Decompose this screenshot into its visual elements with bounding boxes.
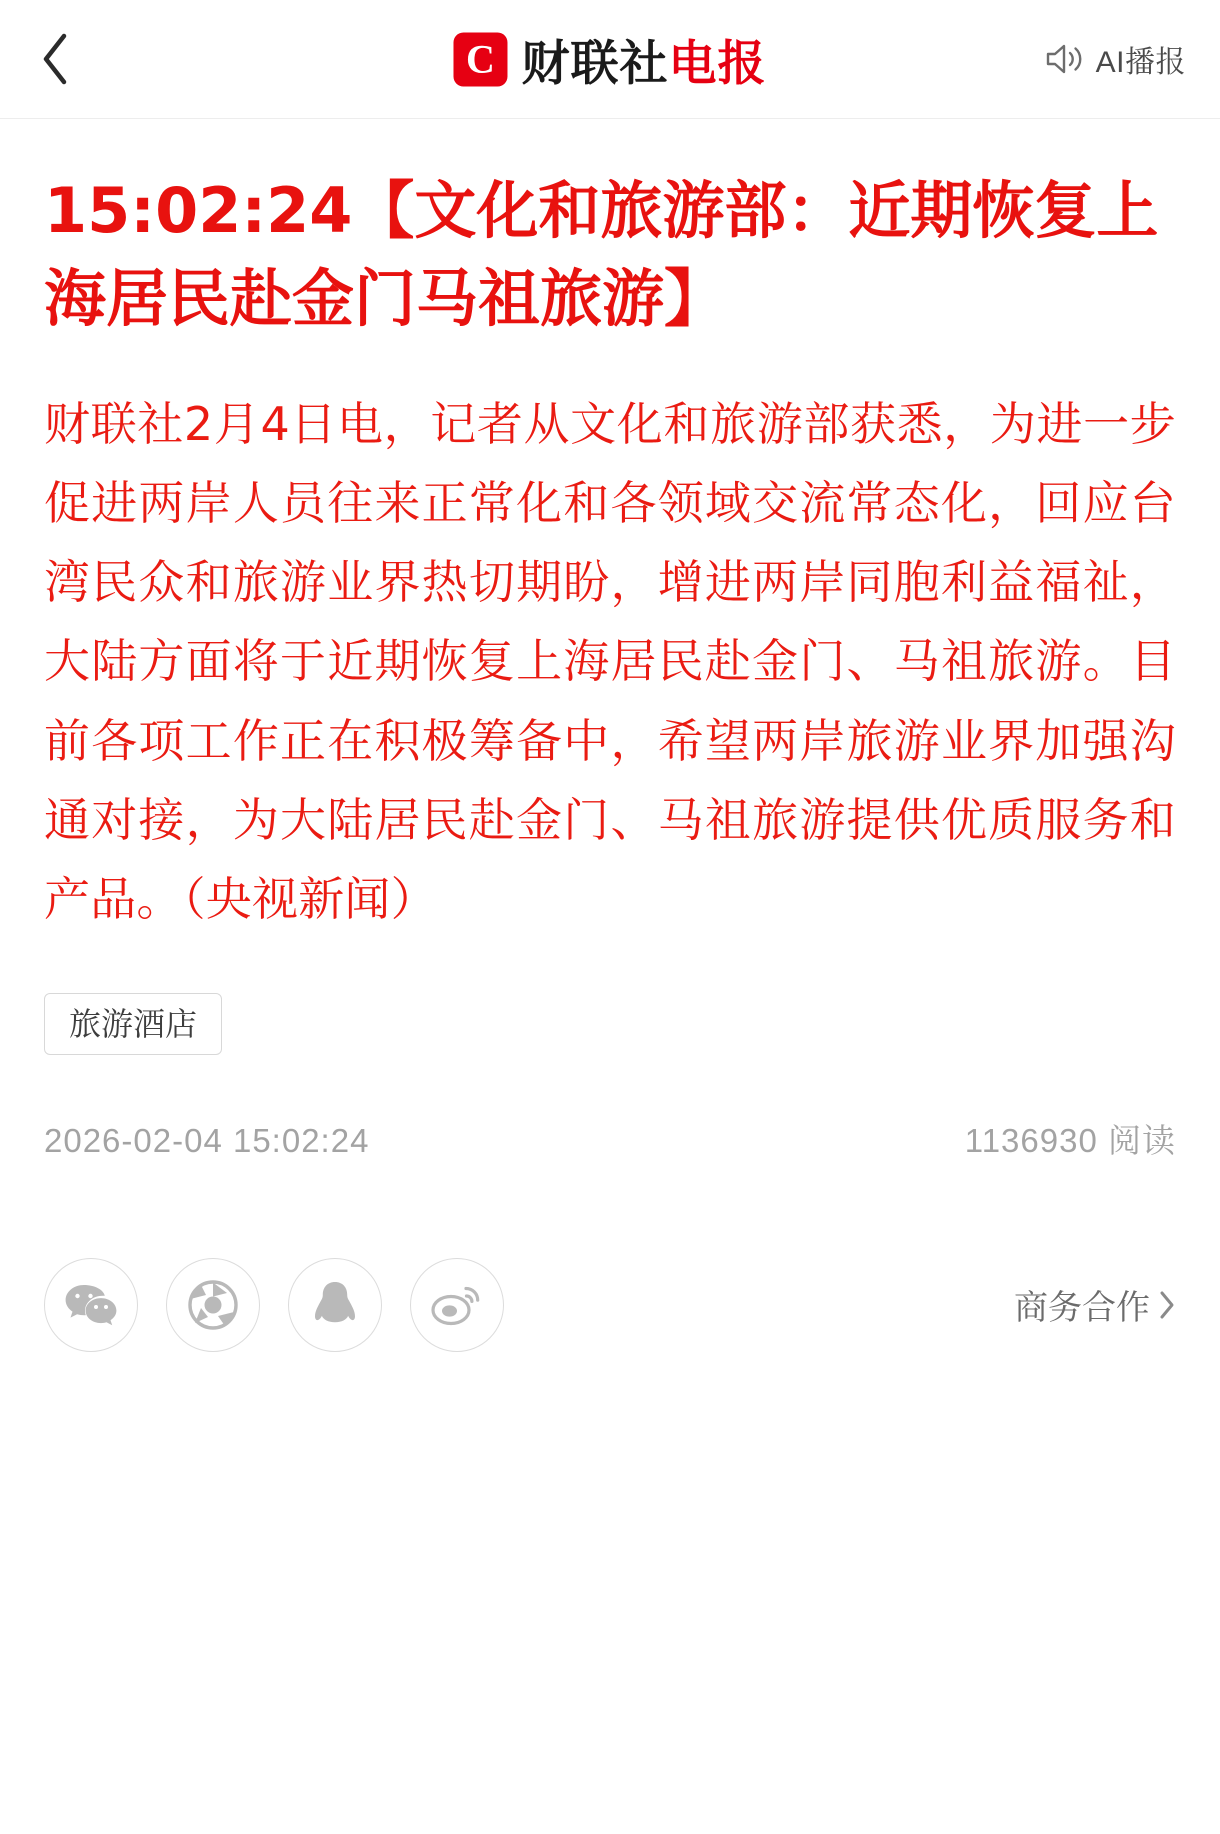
tag-item[interactable]: 旅游酒店	[44, 993, 222, 1055]
brand-logo	[453, 25, 766, 94]
article-meta	[44, 1115, 1176, 1162]
brand-title	[521, 25, 766, 94]
business-cooperation-label: 商务合作	[1014, 1289, 1150, 1328]
ai-audio-button[interactable]	[1044, 37, 1186, 81]
read-count	[965, 1115, 1176, 1162]
brand-title-accent: 电报	[668, 35, 767, 92]
ai-audio-label: AI播报	[1095, 46, 1186, 79]
page-title: 15:02:24【文化和旅游部：近期恢复上海居民赴金门马祖旅游】	[44, 174, 1159, 336]
speaker-icon	[1044, 41, 1084, 77]
weibo-icon	[430, 1282, 484, 1328]
brand-title-primary: 财联社	[521, 35, 669, 92]
app-header	[0, 0, 1220, 119]
read-count-label: 阅读	[1108, 1121, 1176, 1159]
chevron-left-icon	[40, 32, 70, 86]
article-container	[0, 119, 1220, 1422]
moments-icon	[187, 1279, 239, 1331]
qq-icon	[312, 1279, 358, 1331]
share-qq-button[interactable]	[288, 1258, 382, 1352]
brand-mark-icon: C	[453, 32, 507, 86]
article-timestamp: 2026-02-04 15:02:24	[44, 1121, 370, 1159]
share-wechat-button[interactable]	[44, 1258, 138, 1352]
back-button[interactable]	[0, 0, 110, 118]
business-cooperation-link[interactable]	[1014, 1280, 1176, 1329]
article-body: 财联社2月4日电，记者从文化和旅游部获悉，为进一步促进两岸人员往来正常化和各领域交流常态化，回应台湾民众和旅游业界热切期盼，增进两岸同胞利益福祉，大陆方面将于近期恢复上海居民赴金门、马祖旅游。目前各项工作正在积极筹备中，希望两岸旅游业界加强沟通对接，为大陆居民赴金门、马祖旅游提供优质服务和产品。（央视新闻）	[44, 397, 1176, 926]
share-moments-button[interactable]	[166, 1258, 260, 1352]
share-bar	[44, 1258, 1176, 1422]
chevron-right-icon	[1158, 1290, 1176, 1320]
read-count-value: 1136930	[964, 1121, 1098, 1159]
wechat-icon	[64, 1282, 118, 1328]
tag-list	[44, 993, 1176, 1055]
share-weibo-button[interactable]	[410, 1258, 504, 1352]
share-icon-list	[44, 1258, 504, 1352]
